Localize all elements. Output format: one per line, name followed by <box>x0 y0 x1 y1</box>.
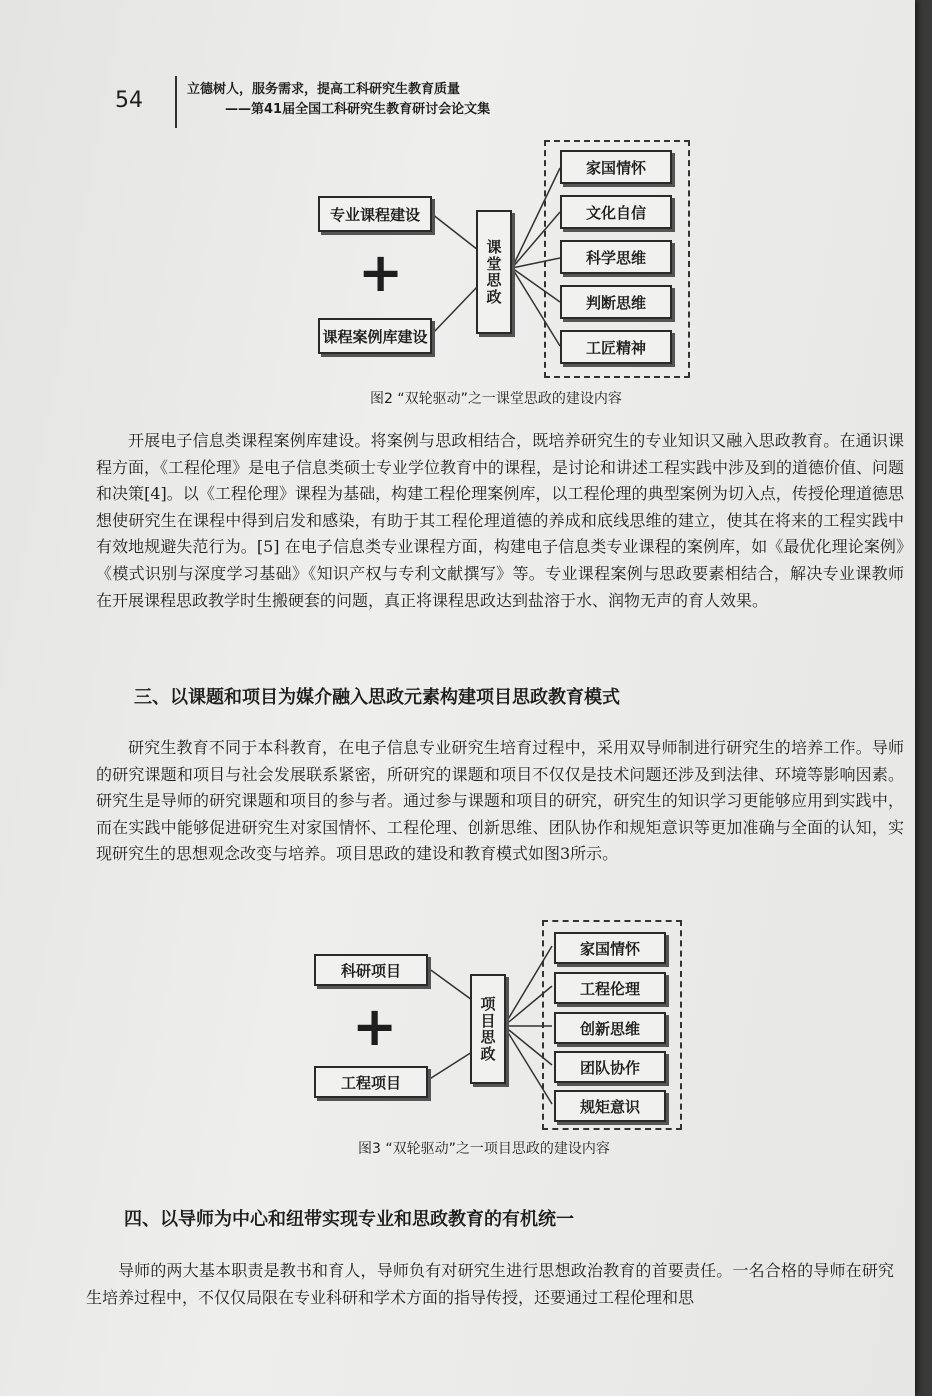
plus-sign: + <box>352 995 398 1058</box>
box-judgment-thinking: 判断思维 <box>560 285 672 319</box>
box-innovative-thinking: 创新思维 <box>554 1012 666 1044</box>
paragraph-case-library: 开展电子信息类课程案例库建设。将案例与思政相结合，既培养研究生的专业知识又融入思政教育。在通识课程方面，《工程伦理》是电子信息类硕士专业学位教育中的课程，是讨论和讲述工程实践中涉及到的道德价值、问题和决策[4]。以《工程伦理》课程为基础，构建工程伦理案例库，以工程伦理的典型案例为切入点，传授伦理道德思想使研究生在课程中得到启发和感染，有助于其工程伦理道德的养成和底线思维的建立，使其在将来的工程实践中有效地规避失范行为。[5] 在电子信息类专业课程方面，构建电子信息类专业课程的案例库，如《最优化理论案例》《模式识别与深度学习基础》《知识产权与专利文献撰写》等。专业课程案例与思政要素相结合，解决专业课教师在开展课程思政教学时生搬硬套的问题，真正将课程思政达到盐溶于水、润物无声的育人效果。 <box>96 431 905 610</box>
figure-2-caption: 图2 “双轮驱动”之一课堂思政的建设内容 <box>370 391 622 407</box>
box-teamwork: 团队协作 <box>554 1051 666 1083</box>
section-heading-3: 三、以课题和项目为媒介融入思政元素构建项目思政教育模式 <box>134 687 620 708</box>
box-project-ideology: 项 目 思 政 <box>470 974 506 1084</box>
box-classroom-ideology: 课 堂 思 政 <box>476 210 512 334</box>
box-research-project: 科研项目 <box>314 954 428 986</box>
paragraph-project-ideology: 研究生教育不同于本科教育，在电子信息专业研究生培育过程中，采用双导师制进行研究生的培养工作。导师的研究课题和项目与社会发展联系紧密，所研究的课题和项目不仅仅是技术问题还涉及到法律、环境等影响因素。研究生是导师的研究课题和项目的参与者。通过参与课题和项目的研究，研究生的知识学习更能够应用到实践中，而在实践中能够促进研究生对家国情怀、工程伦理、创新思维、团队协作和规矩意识等更加准确与全面的认知，实现研究生的思想观念改变与培养。项目思政的建设和教育模式如图3所示。 <box>96 738 904 864</box>
box-professional-course: 专业课程建设 <box>318 196 432 232</box>
page-number: 54 <box>115 88 143 113</box>
box-case-library: 课程案例库建设 <box>318 318 432 354</box>
box-craftsmanship: 工匠精神 <box>560 330 672 364</box>
box-scientific-thinking: 科学思维 <box>560 240 672 274</box>
box-cultural-confidence: 文化自信 <box>560 195 672 229</box>
figure-3-caption: 图3 “双轮驱动”之一项目思政的建设内容 <box>358 1141 610 1157</box>
box-rule-awareness: 规矩意识 <box>554 1090 666 1122</box>
box-engineering-ethics: 工程伦理 <box>554 972 666 1004</box>
running-title: 立德树人，服务需求，提高工科研究生教育质量 <box>187 82 461 97</box>
section-heading-4: 四、以导师为中心和纽带实现专业和思政教育的有机统一 <box>124 1209 574 1230</box>
plus-sign: + <box>358 241 404 304</box>
paragraph-supervisor-role: 导师的两大基本职责是教书和育人，导师负有对研究生进行思想政治教育的首要责任。一名合格的导师在研究生培养过程中，不仅仅局限在专业科研和学术方面的指导传授，还要通过工程伦理和思 <box>86 1261 894 1307</box>
box-patriotism: 家国情怀 <box>560 150 672 184</box>
box-patriotism: 家国情怀 <box>554 932 666 964</box>
running-subtitle: ——第41届全国工科研究生教育研讨会论文集 <box>225 102 491 117</box>
box-engineering-project: 工程项目 <box>314 1066 428 1098</box>
